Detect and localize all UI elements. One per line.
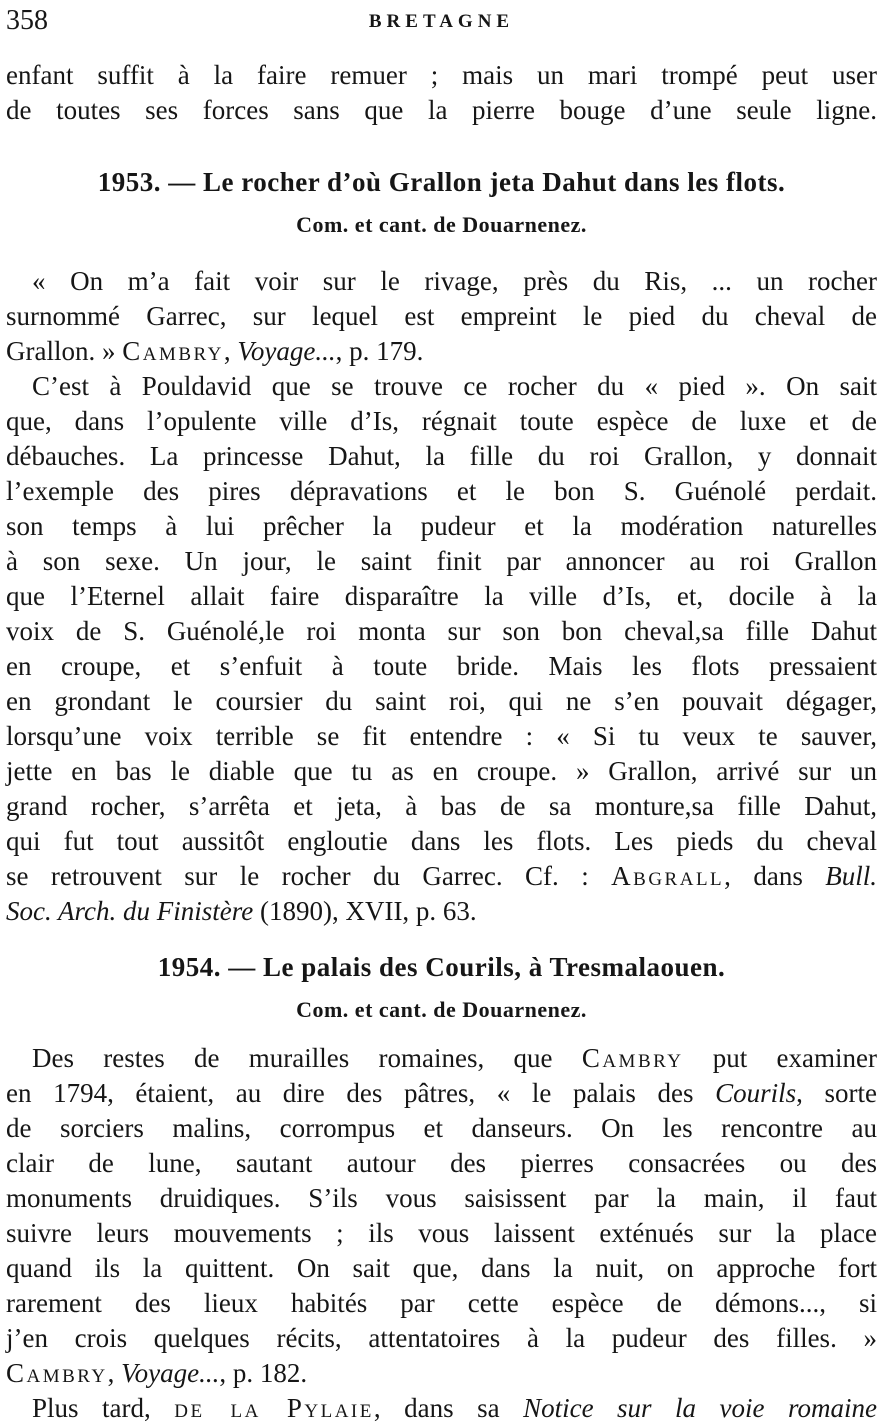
text-line: de sorciers malins, corrompus et danseurs. On les rencontre au [6, 1113, 877, 1143]
text-line: enfant suffit à la faire remuer ; mais un mari trompé peut user [6, 60, 877, 90]
text-line: en croupe, et s’enfuit à toute bride. Mais les flots pressaient [6, 651, 877, 681]
paragraph [6, 1391, 877, 1422]
paragraph [6, 1041, 877, 1391]
text-line: que, dans l’opulente ville d’Is, régnait toute espèce de luxe et de [6, 406, 877, 436]
text-line: voix de S. Guénolé,le roi monta sur son bon cheval,sa fille Dahut [6, 616, 877, 646]
text-line: clair de lune, sautant autour des pierres consacrées ou des [6, 1148, 877, 1178]
italic-title: Voyage... [237, 336, 336, 366]
text-line: de toutes ses forces sans que la pierre bouge d’une seule ligne. [6, 95, 877, 125]
entry-subtitle: Com. et cant. de Douarnenez. [296, 997, 587, 1022]
page-body [6, 58, 877, 1422]
small-caps-name: Cambry [6, 1358, 108, 1388]
text-line: « On m’a fait voir sur le rivage, près du Ris, ... un rocher [32, 266, 877, 296]
text-line: j’en crois quelques récits, attentatoires à la pudeur des filles. » [6, 1323, 877, 1353]
text-line: Grallon. » Cambry, Voyage..., p. 179. [6, 336, 424, 366]
italic-title: Bull. [825, 861, 877, 891]
text-line: surnommé Garrec, sur lequel est empreint le pied du cheval de [6, 301, 877, 331]
text-line: Plus tard, de la Pylaie, dans sa Notice sur la voie romaine [32, 1393, 877, 1422]
italic-title: Notice sur la voie romaine [523, 1393, 877, 1422]
small-caps-name: Abgrall [611, 861, 725, 891]
text-line: en 1794, étaient, au dire des pâtres, « le palais des Courils, sorte [6, 1078, 877, 1108]
text-line: qui fut tout aussitôt engloutie dans les flots. Les pieds du cheval [6, 826, 877, 856]
running-title: BRETAGNE [368, 11, 515, 32]
text-line: débauches. La princesse Dahut, la fille du roi Grallon, y donnait [6, 441, 877, 471]
italic-title: Courils [715, 1078, 797, 1108]
text-line: l’exemple des pires dépravations et le bon S. Guénolé perdait. [6, 476, 877, 506]
entry-heading: 1954. — Le palais des Courils, à Tresmalaouen. [157, 952, 726, 982]
text-line: rarement des lieux habités par cette espèce de démons..., si [6, 1288, 877, 1318]
text-line: Cambry, Voyage..., p. 182. [6, 1358, 308, 1388]
entry-subtitle: Com. et cant. de Douarnenez. [296, 212, 587, 237]
text-line: quand ils la quittent. On sait que, dans la nuit, on approche fort [6, 1253, 877, 1283]
entry-heading: 1953. — Le rocher d’où Grallon jeta Dahut dans les flots. [97, 167, 786, 197]
text-line: C’est à Pouldavid que se trouve ce rocher du « pied ». On sait [32, 371, 877, 401]
text-line: grand rocher, s’arrêta et jeta, à bas de sa monture,sa fille Dahut, [6, 791, 877, 821]
small-caps-name: Cambry [122, 336, 224, 366]
text-line: que l’Eternel allait faire disparaître la ville d’Is, et, docile à la [6, 581, 877, 611]
small-caps-name: Cambry [581, 1043, 684, 1073]
text-line: se retrouvent sur le rocher du Garrec. Cf. : Abgrall, dans Bull. [6, 861, 877, 891]
text-line: monuments druidiques. S’ils vous saisissent par la main, il faut [6, 1183, 877, 1213]
text-line: suivre leurs mouvements ; ils vous laissent exténués sur la place [6, 1218, 877, 1248]
page-header [6, 6, 877, 36]
italic-title: Voyage... [121, 1358, 220, 1388]
text-line: son temps à lui prêcher la pudeur et la modération naturelles [6, 511, 877, 541]
paragraph [6, 58, 877, 128]
paragraph [6, 369, 877, 929]
text-line: en grondant le coursier du saint roi, qui ne s’en pouvait dégager, [6, 686, 877, 716]
text-line: lorsqu’une voix terrible se fit entendre : « Si tu veux te sauver, [6, 721, 877, 751]
text-line: Soc. Arch. du Finistère (1890), XVII, p. 63. [6, 896, 477, 926]
italic-title: Soc. Arch. du Finistère [6, 896, 254, 926]
page-number: 358 [6, 5, 48, 36]
text-line: jette en bas le diable que tu as en croupe. » Grallon, arrivé sur un [6, 756, 877, 786]
text-line: Des restes de murailles romaines, que Cambry put examiner [32, 1043, 877, 1073]
paragraph [6, 264, 877, 369]
small-caps-name: de la Pylaie [174, 1393, 374, 1422]
text-line: à son sexe. Un jour, le saint finit par annoncer au roi Grallon [6, 546, 877, 576]
